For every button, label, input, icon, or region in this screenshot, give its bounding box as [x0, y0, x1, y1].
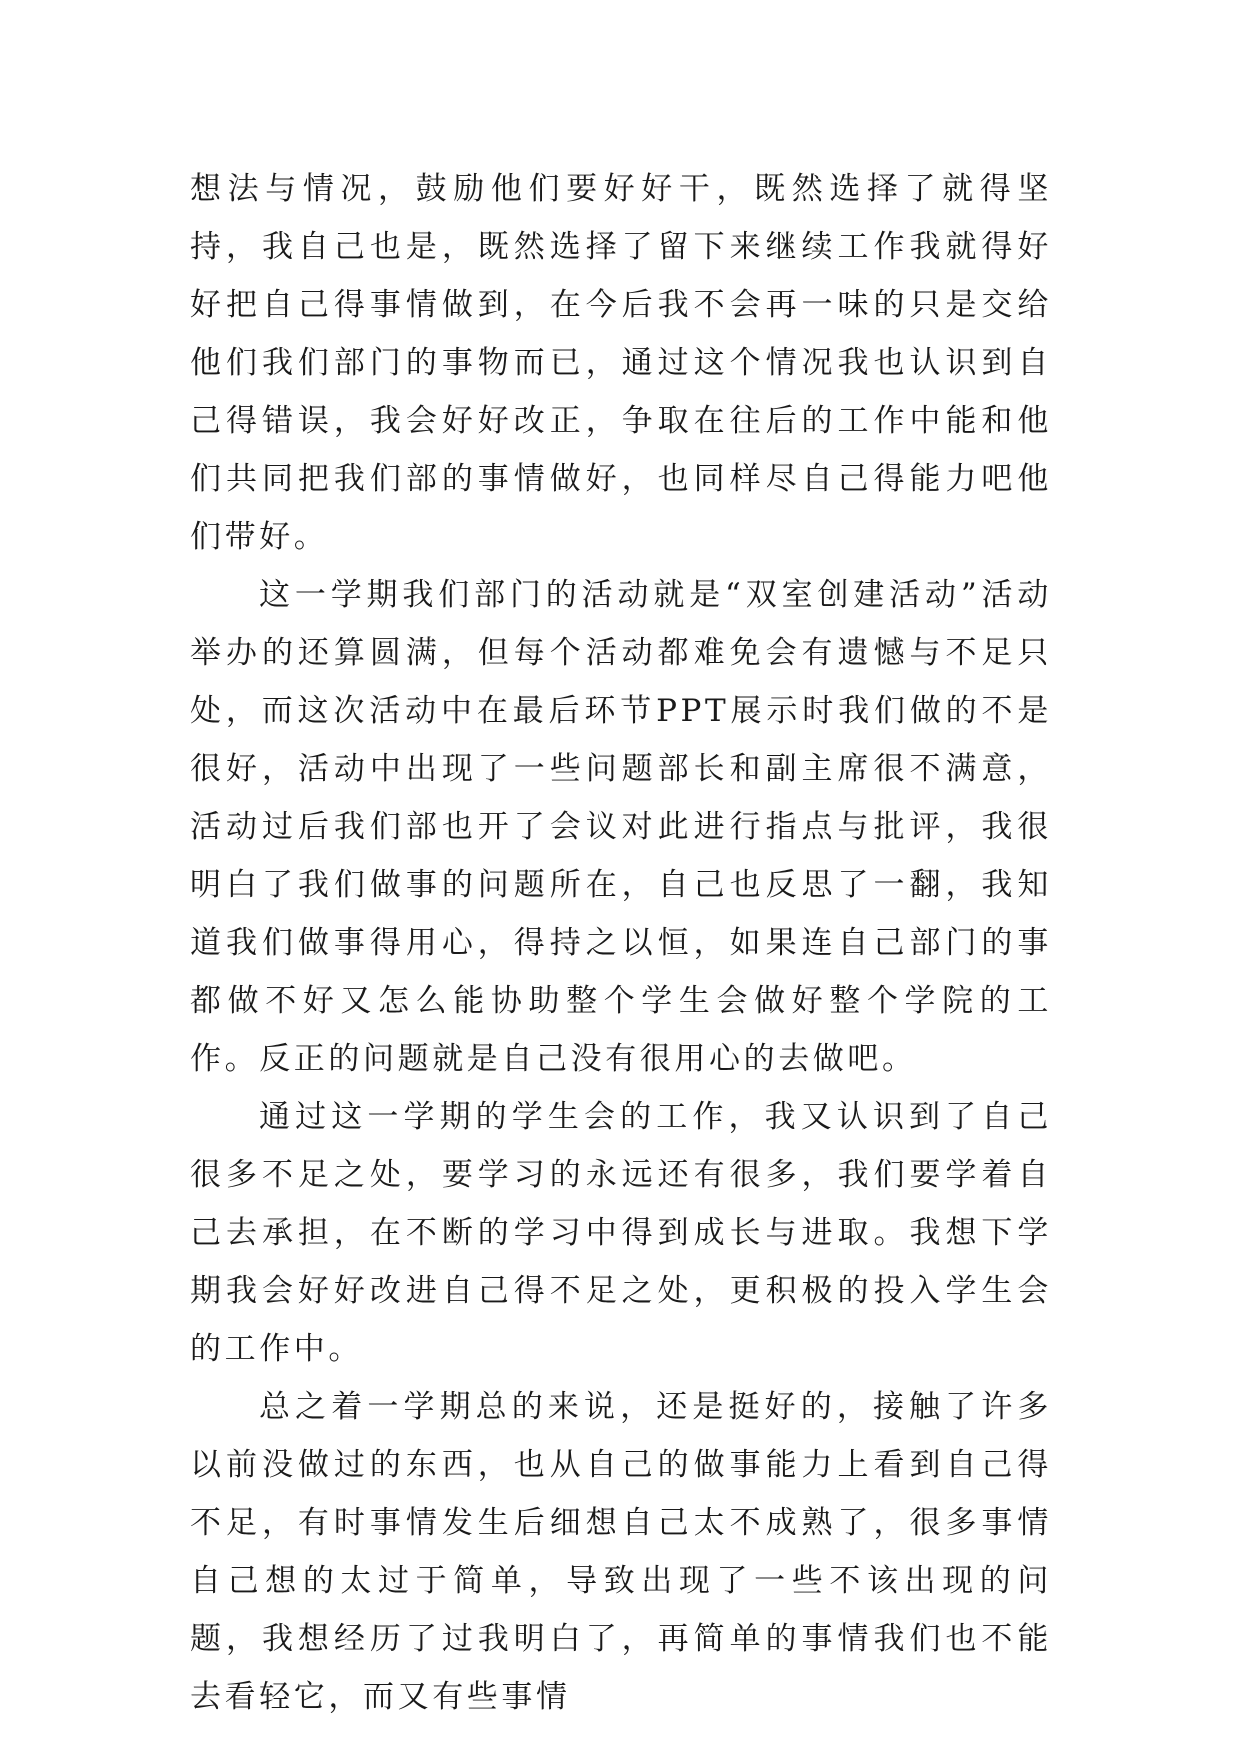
document-body — [190, 160, 1052, 1726]
paragraph-3: 通过这一学期的学生会的工作，我又认识到了自己很多不足之处，要学习的永远还有很多，我们要学着自己去承担，在不断的学习中得到成长与进取。我想下学期我会好好改进自己得不足之处，更积极的投入学生会的工作中。 — [190, 1099, 1052, 1367]
paragraph-4: 总之着一学期总的来说，还是挺好的，接触了许多以前没做过的东西，也从自己的做事能力上看到自己得不足，有时事情发生后细想自己太不成熟了，很多事情自己想的太过于简单，导致出现了一些不该出现的问题，我想经历了过我明白了，再简单的事情我们也不能去看轻它，而又有些事情 — [190, 1389, 1052, 1715]
paragraph-2: 这一学期我们部门的活动就是“双室创建活动”活动举办的还算圆满，但每个活动都难免会有遗憾与不足只处，而这次活动中在最后环节PPT展示时我们做的不是很好，活动中出现了一些问题部长和副主席很不满意，活动过后我们部也开了会议对此进行指点与批评，我很明白了我们做事的问题所在，自己也反思了一翻，我知道我们做事得用心，得持之以恒，如果连自己部门的事都做不好又怎么能协助整个学生会做好整个学院的工作。反正的问题就是自己没有很用心的去做吧。 — [190, 577, 1052, 1077]
paragraph-1: 想法与情况，鼓励他们要好好干，既然选择了就得坚持，我自己也是，既然选择了留下来继续工作我就得好好把自己得事情做到，在今后我不会再一味的只是交给他们我们部门的事物而已，通过这个情况我也认识到自己得错误，我会好好改正，争取在往后的工作中能和他们共同把我们部的事情做好，也同样尽自己得能力吧他们带好。 — [190, 171, 1052, 555]
